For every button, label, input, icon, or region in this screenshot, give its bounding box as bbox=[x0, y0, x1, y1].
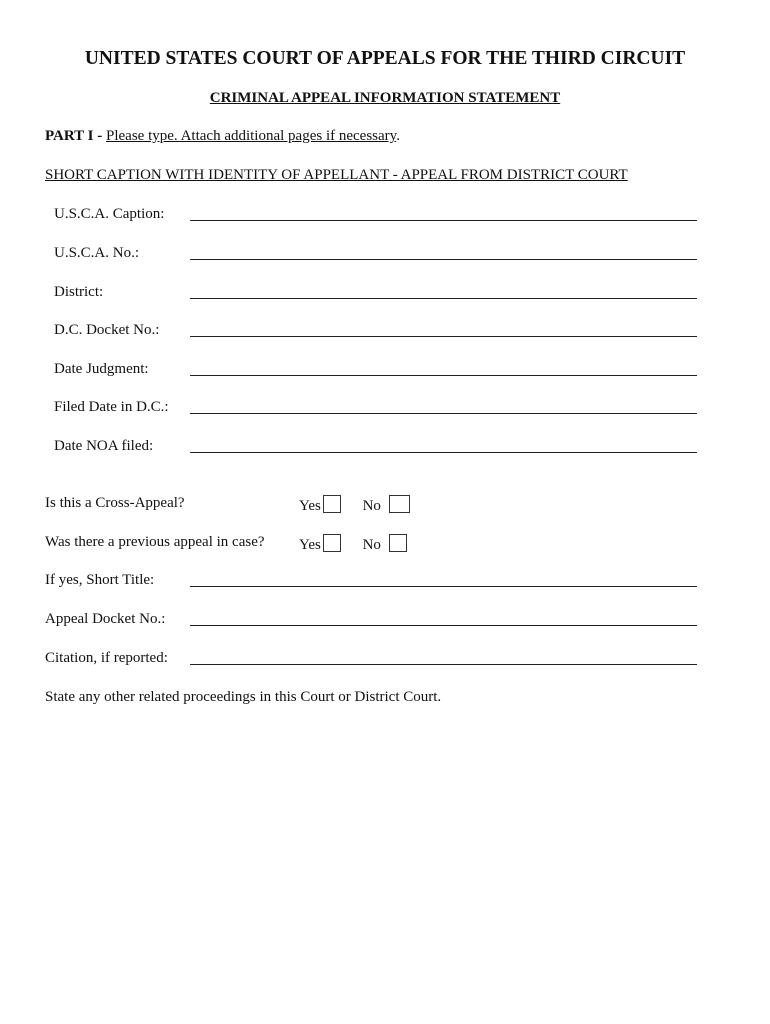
yes-label: Yes bbox=[299, 537, 321, 553]
cross-appeal-no-checkbox[interactable] bbox=[389, 495, 410, 513]
no-label: No bbox=[362, 537, 381, 553]
filed-date-field[interactable] bbox=[190, 413, 697, 414]
page-title: UNITED STATES COURT OF APPEALS FOR THE THIRD CIRCUIT bbox=[84, 48, 686, 69]
previous-appeal-options bbox=[299, 534, 407, 554]
cross-appeal-options bbox=[299, 495, 410, 515]
related-proceedings-prompt: State any other related proceedings in this Court or District Court. bbox=[45, 689, 442, 705]
field-label: Appeal Docket No.: bbox=[45, 611, 166, 627]
part-instruction bbox=[45, 128, 400, 145]
date-noa-field[interactable] bbox=[190, 452, 697, 453]
section-heading: SHORT CAPTION WITH IDENTITY OF APPELLANT - APPEAL FROM DISTRICT COURT bbox=[45, 167, 628, 183]
field-label: Citation, if reported: bbox=[45, 650, 168, 666]
field-label: Date NOA filed: bbox=[54, 438, 154, 454]
field-label: D.C. Docket No.: bbox=[54, 322, 160, 338]
dc-docket-field[interactable] bbox=[190, 336, 697, 337]
short-title-field[interactable] bbox=[190, 586, 697, 587]
district-field[interactable] bbox=[190, 298, 697, 299]
field-label: Date Judgment: bbox=[54, 361, 149, 377]
period: . bbox=[396, 128, 400, 144]
question-label: Was there a previous appeal in case? bbox=[45, 534, 265, 550]
field-label: District: bbox=[54, 284, 104, 300]
yes-label: Yes bbox=[299, 498, 321, 514]
usca-no-field[interactable] bbox=[190, 259, 697, 260]
previous-appeal-no-checkbox[interactable] bbox=[389, 534, 407, 552]
date-judgment-field[interactable] bbox=[190, 375, 697, 376]
field-label: Filed Date in D.C.: bbox=[54, 399, 169, 415]
question-label: Is this a Cross-Appeal? bbox=[45, 495, 185, 511]
usca-caption-field[interactable] bbox=[190, 220, 697, 221]
cross-appeal-yes-checkbox[interactable] bbox=[323, 495, 341, 513]
form-subtitle: CRIMINAL APPEAL INFORMATION STATEMENT bbox=[209, 90, 561, 106]
citation-field[interactable] bbox=[190, 664, 697, 665]
instruction-text: Please type. Attach additional pages if necessary bbox=[106, 128, 397, 144]
field-label: U.S.C.A. Caption: bbox=[54, 206, 165, 222]
part-label: PART I - bbox=[45, 128, 103, 144]
field-label: U.S.C.A. No.: bbox=[54, 245, 140, 261]
field-label: If yes, Short Title: bbox=[45, 572, 155, 588]
appeal-docket-field[interactable] bbox=[190, 625, 697, 626]
no-label: No bbox=[362, 498, 381, 514]
previous-appeal-yes-checkbox[interactable] bbox=[323, 534, 341, 552]
